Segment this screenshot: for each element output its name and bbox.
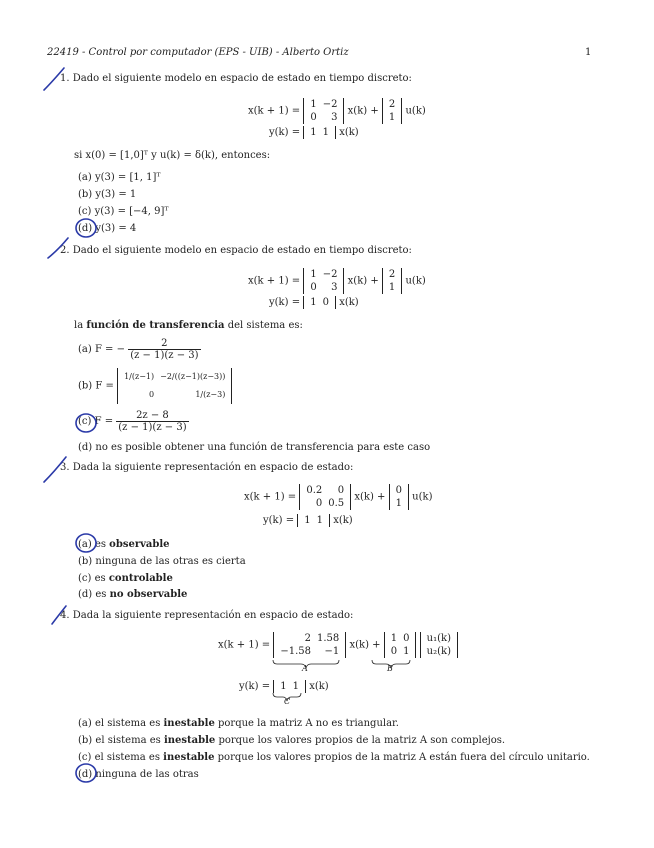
q2-matrix-C: 1 0 — [303, 296, 336, 309]
q4-option-c: (c) el sistema es inestable porque los valores propios de la matriz A están fuera del círculo unitario. — [78, 752, 590, 763]
q4-option-d: (d) ninguna de las otras — [78, 769, 199, 780]
q2-matrix-B: 2 1 — [382, 268, 402, 294]
q1-output-equation: y(k) = 1 1 x(k) — [269, 127, 359, 138]
q1-matrix-C: 1 1 — [303, 126, 336, 139]
q4-matrix-C: 1 1 — [273, 680, 306, 693]
q4-stem: 4. Dada la siguiente representación en espacio de estado: — [60, 610, 354, 621]
q4-output-equation: y(k) = 1 1 x(k) — [239, 681, 329, 692]
q3-output-equation: y(k) = 1 1 x(k) — [263, 515, 353, 526]
q4-input-vector: u₁(k) u₂(k) — [420, 632, 458, 658]
q3-option-a: (a) es observable — [78, 539, 170, 550]
q2-option-c: (c) F = $\frac{2z - 8}{(z - 1)(z - 3)}$ — [78, 410, 187, 433]
q2-option-a: (a) F = − $\frac{2}{(z - 1)(z - 3)}$ — [78, 338, 199, 361]
q3-option-c: (c) es controlable — [78, 573, 173, 584]
q3-matrix-B: 0 1 — [389, 484, 409, 510]
q4-option-b: (b) el sistema es inestable porque los valores propios de la matriz A son complejos. — [78, 735, 506, 746]
q2-stem: 2. Dado el siguiente modelo en espacio de estado en tiempo discreto: — [60, 245, 412, 256]
q3-matrix-A: 0.2 0 0 0.5 — [299, 484, 351, 510]
q2-state-equation: x(k + 1) = 1 −2 0 3 x(k) + 2 1 u(k) — [248, 269, 426, 293]
q2-output-equation: y(k) = 1 0 x(k) — [269, 297, 359, 308]
q4-label-C: C — [284, 697, 291, 706]
q2-intro: la función de transferencia del sistema es: — [74, 320, 303, 331]
q2-option-b: (b) F = 1/(z−1) −2/((z−1)(z−3)) 0 1/(z−3) — [78, 368, 232, 404]
q3-option-d: (d) es no observable — [78, 589, 188, 600]
q4-matrix-A: 2 1.58 −1.58 −1 — [273, 632, 346, 658]
q4-label-B: B — [387, 664, 393, 673]
q2-matrix-A: 1 −2 0 3 — [303, 268, 344, 294]
q4-option-a: (a) el sistema es inestable porque la matriz A no es triangular. — [78, 718, 399, 729]
q1-matrix-A: 1 −2 0 3 — [303, 98, 344, 124]
q1-matrix-B: 2 1 — [382, 98, 402, 124]
q4-label-A: A — [302, 664, 308, 673]
q3-state-equation: x(k + 1) = 0.2 0 0 0.5 x(k) + 0 1 u(k) — [244, 485, 433, 509]
q1-option-c: (c) y(3) = [−4, 9]ᵀ — [78, 206, 169, 217]
q3-matrix-C: 1 1 — [297, 514, 330, 527]
q3-option-b: (b) ninguna de las otras es cierta — [78, 556, 246, 567]
page-header-title: 22419 - Control por computador (EPS - UIB) - Alberto Ortiz — [47, 47, 349, 58]
page-number: 1 — [585, 47, 592, 58]
q1-condition: si x(0) = [1,0]ᵀ y u(k) = δ(k), entonces: — [74, 150, 271, 161]
q1-stem: 1. Dado el siguiente modelo en espacio de estado en tiempo discreto: — [60, 73, 412, 84]
q1-option-a: (a) y(3) = [1, 1]ᵀ — [78, 172, 161, 183]
q1-option-d: (d) y(3) = 4 — [78, 223, 137, 234]
q4-matrix-B: 1 0 0 1 — [384, 632, 417, 658]
q1-state-equation: x(k + 1) = 1 −2 0 3 x(k) + 2 1 u(k) — [248, 99, 426, 123]
q2-option-d: (d) no es posible obtener una función de transferencia para este caso — [78, 442, 431, 453]
q1-option-b: (b) y(3) = 1 — [78, 189, 137, 200]
q3-stem: 3. Dada la siguiente representación en espacio de estado: — [60, 462, 354, 473]
q4-state-equation: x(k + 1) = 2 1.58 −1.58 −1 x(k) + 1 0 0 1 u₁(k) u₂(k) — [218, 632, 458, 658]
